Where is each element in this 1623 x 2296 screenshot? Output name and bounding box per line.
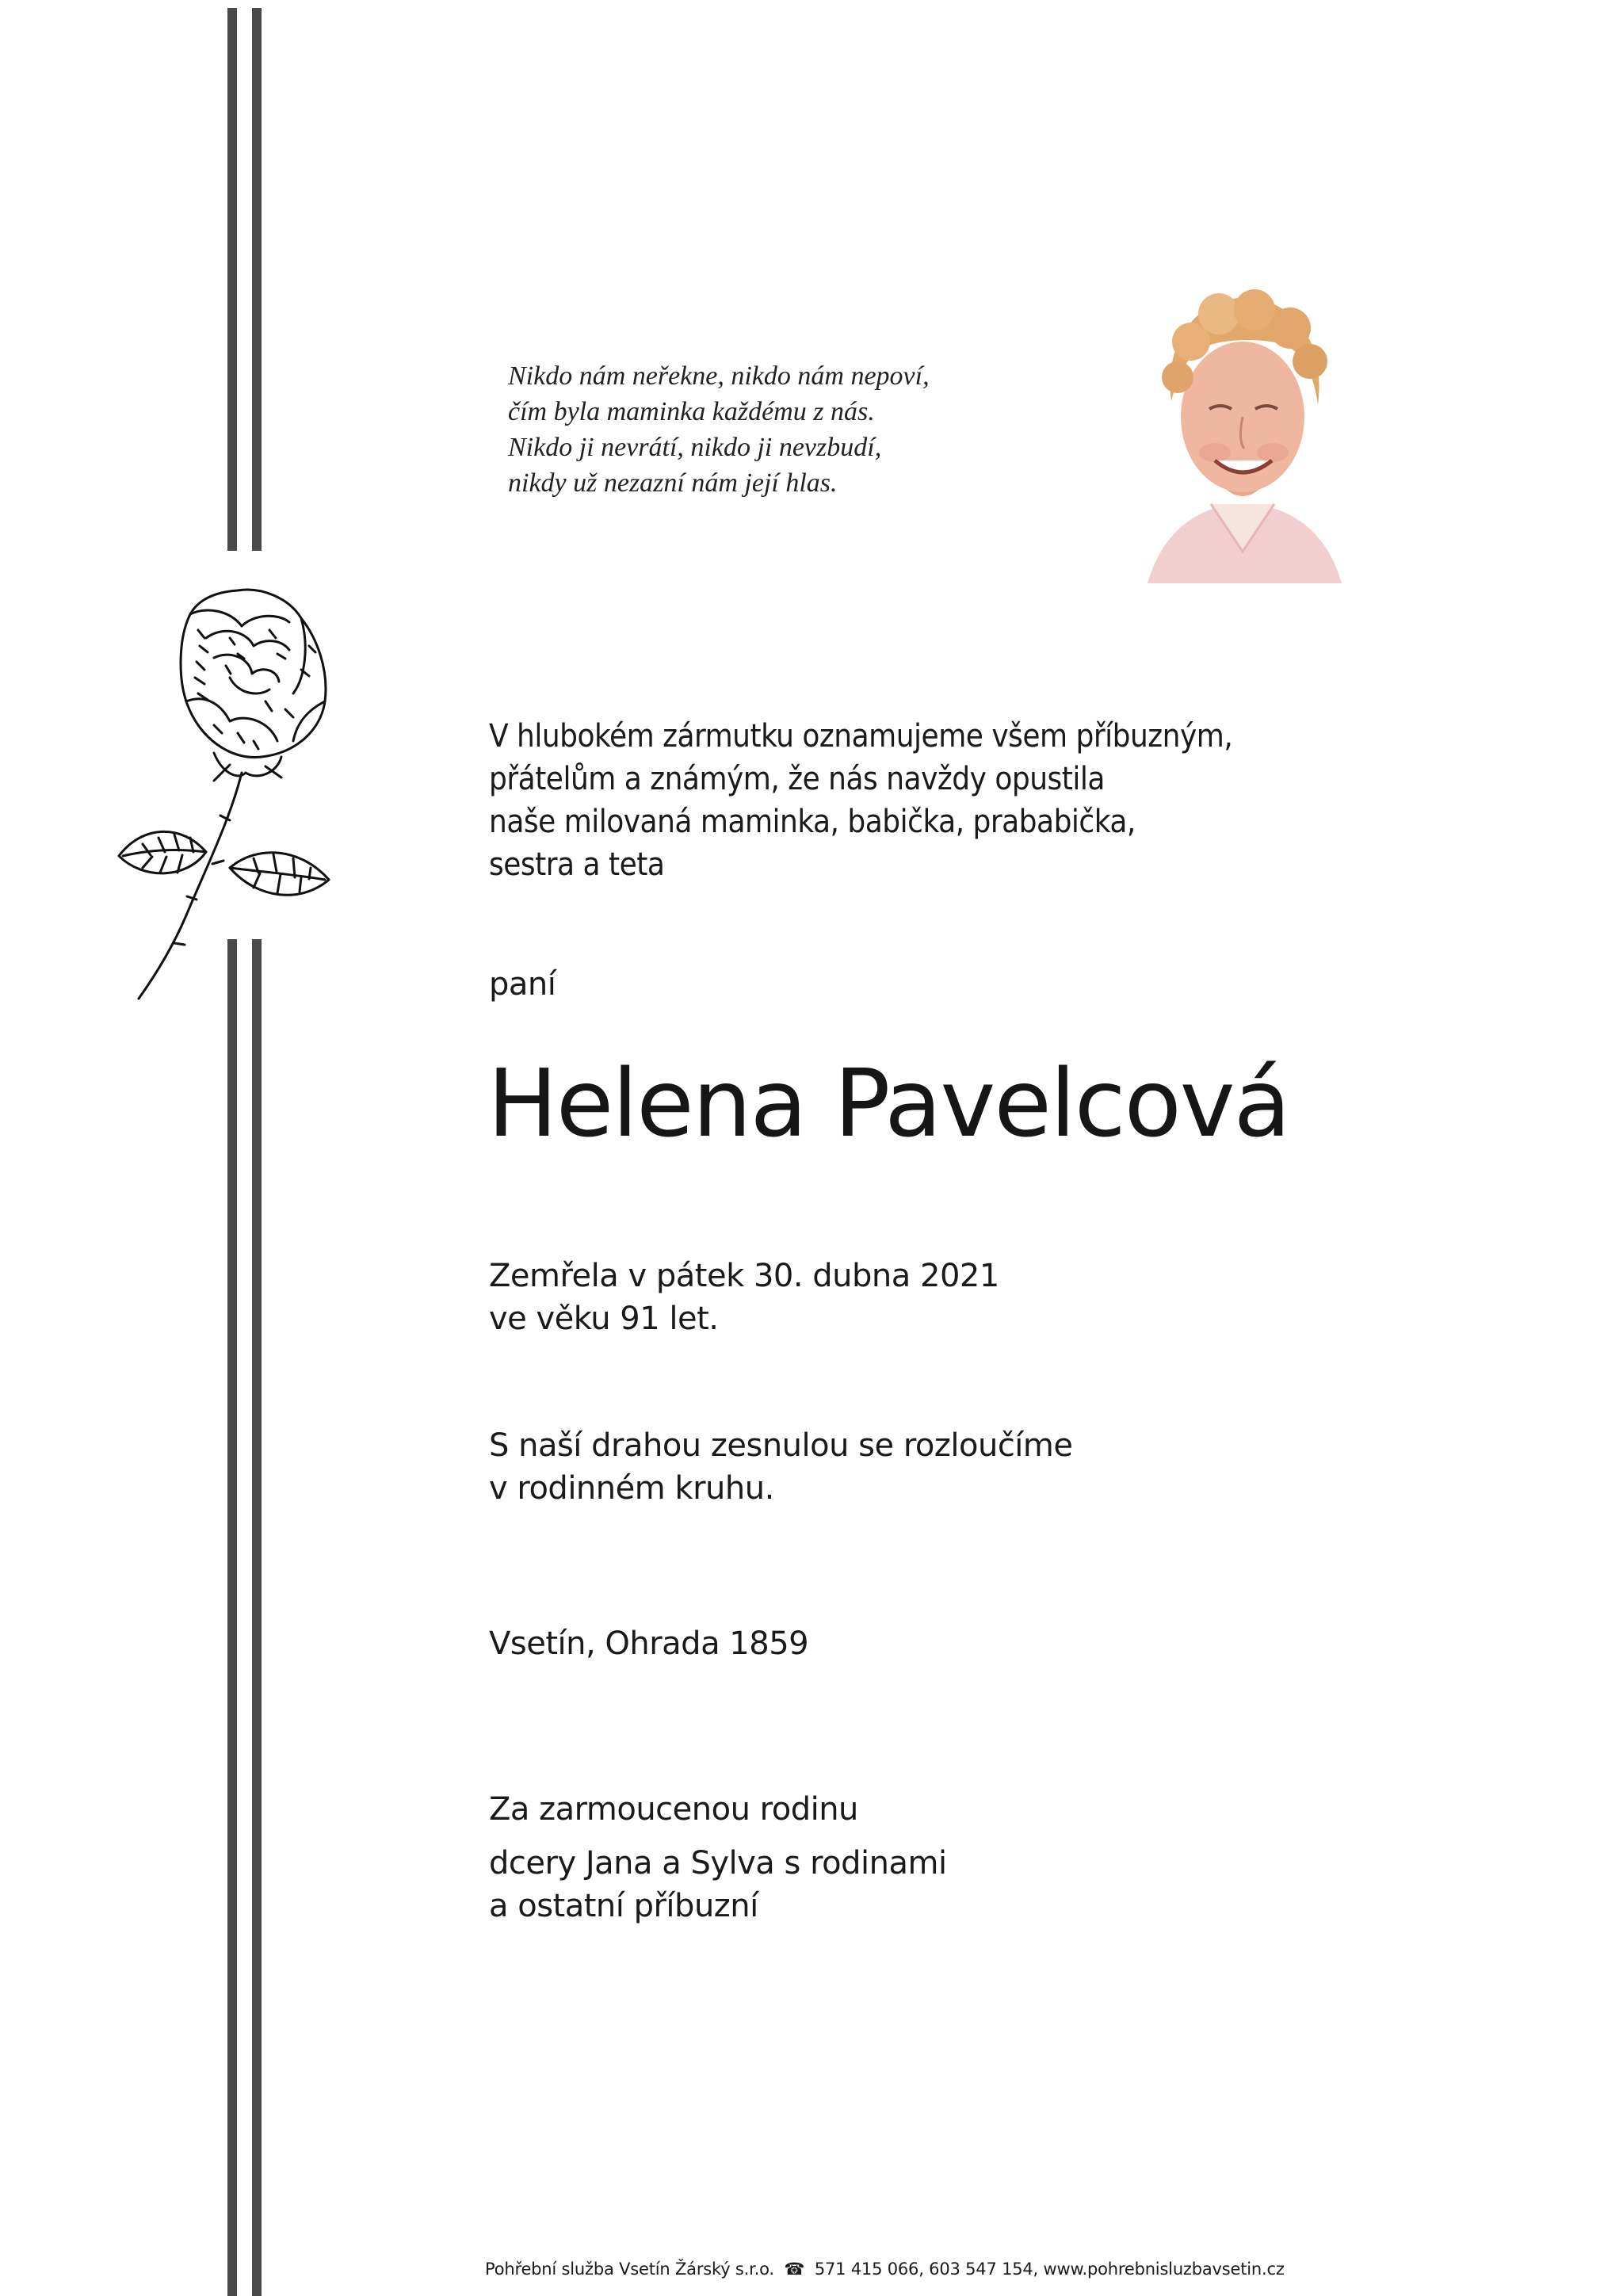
mourning-line-bottom-left — [227, 939, 237, 2296]
mourning-line-bottom-right — [252, 939, 262, 2296]
funeral-service-contact: 571 415 066, 603 547 154, www.pohrebnisluzbavsetin.cz — [814, 2260, 1285, 2279]
mourning-line-top-left — [227, 8, 237, 551]
funeral-service-footer — [485, 2259, 1285, 2279]
verse-line: nikdy už nezazní nám její hlas. — [508, 468, 838, 498]
address-line: Vsetín, Ohrada 1859 — [489, 1626, 809, 1662]
mourning-line-top-right — [252, 8, 262, 551]
death-info — [489, 1255, 999, 1340]
signature-block — [489, 1788, 947, 1927]
announcement-text — [489, 715, 1232, 886]
signature-relatives: a ostatní příbuzní — [489, 1888, 758, 1924]
honorific: paní — [489, 966, 556, 1003]
verse-line: čím byla maminka každému z nás. — [508, 397, 875, 426]
funeral-service-name: Pohřební služba Vsetín Žárský s.r.o. — [485, 2260, 774, 2279]
farewell-line: S naší drahou zesnulou se rozloučíme — [489, 1427, 1073, 1464]
announcement-line: V hlubokém zármutku oznamujeme všem příbuzným, — [489, 718, 1233, 755]
address — [489, 1622, 808, 1665]
signature-intro: Za zarmoucenou rodinu — [489, 1791, 858, 1828]
farewell-info — [489, 1424, 1073, 1510]
rose-icon — [111, 583, 380, 1003]
signature-daughters: dcery Jana a Sylva s rodinami — [489, 1845, 947, 1881]
phone-icon: ☎ — [784, 2260, 805, 2279]
farewell-line: v rodinném kruhu. — [489, 1470, 774, 1507]
announcement-line: přátelům a známým, že nás navždy opustila — [489, 761, 1105, 797]
death-date-line: Zemřela v pátek 30. dubna 2021 — [489, 1258, 999, 1294]
age-line: ve věku 91 let. — [489, 1301, 719, 1337]
verse-line: Nikdo ji nevrátí, nikdo ji nevzbudí, — [508, 433, 882, 462]
deceased-name: Helena Pavelcová — [487, 1049, 1289, 1158]
portrait-photo — [1116, 266, 1369, 583]
announcement-line: naše milovaná maminka, babička, prababička, — [489, 804, 1136, 840]
announcement-line: sestra a teta — [489, 846, 665, 883]
verse-line: Nikdo nám neřekne, nikdo nám nepoví, — [508, 361, 930, 391]
verse-poem — [508, 358, 930, 501]
